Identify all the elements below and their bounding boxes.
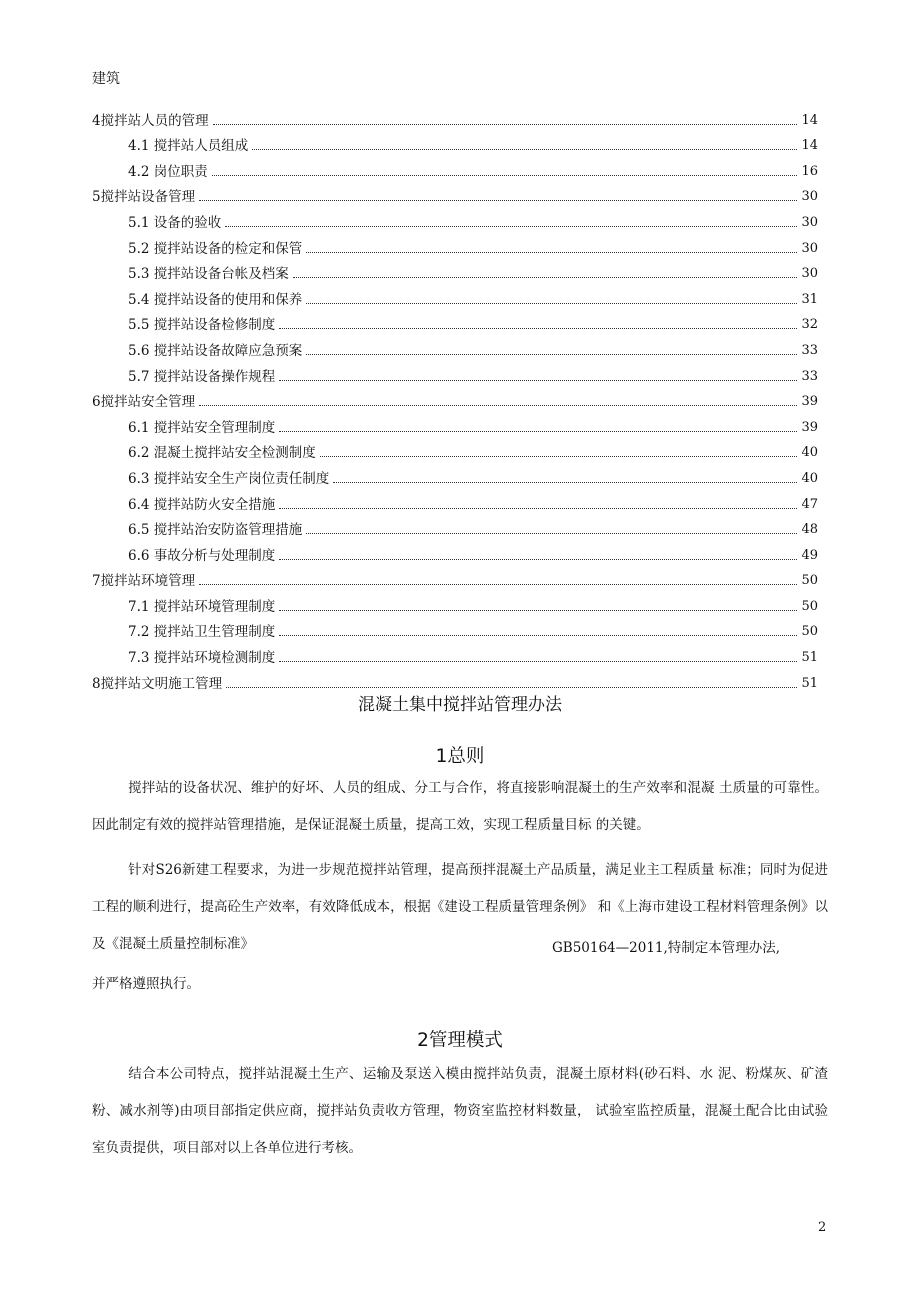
toc-dot-leader [226,687,797,688]
toc-entry-page: 39 [801,394,818,410]
toc-entry[interactable] [92,181,818,207]
toc-dot-leader [199,405,797,406]
toc-dot-leader [306,252,797,253]
toc-entry-page: 39 [801,419,818,435]
toc-entry-page: 49 [801,547,818,563]
toc-entry-label: 5.3 搅拌站设备台帐及档案 [128,266,289,283]
toc-dot-leader [279,635,797,636]
toc-dot-leader [279,508,797,509]
toc-dot-leader [306,354,797,355]
document-title: 混凝土集中搅拌站管理办法 [358,695,562,715]
toc-entry-label: 7搅拌站环境管理 [92,573,196,590]
toc-entry-label: 6.6 事故分析与处理制度 [128,547,276,564]
table-of-contents [92,104,818,693]
section-1-paragraph-1 [92,770,828,844]
toc-entry-label: 5搅拌站设备管理 [92,189,196,206]
page-number: 2 [818,1220,827,1235]
toc-entry-page: 51 [801,675,818,691]
toc-entry[interactable] [92,360,818,386]
toc-entry-page: 14 [801,112,818,128]
toc-entry[interactable] [92,334,818,360]
toc-entry[interactable] [92,232,818,258]
toc-entry-label: 6.4 搅拌站防火安全措施 [128,496,276,513]
toc-entry[interactable] [92,155,818,181]
toc-entry-label: 5.2 搅拌站设备的检定和保管 [128,240,303,257]
toc-entry[interactable] [92,283,818,309]
toc-entry-page: 14 [801,138,818,154]
page-header: 建筑 [92,71,120,87]
toc-entry-label: 5.7 搅拌站设备操作规程 [128,368,276,385]
toc-entry[interactable] [92,488,818,514]
toc-entry-label: 6.2 混凝土搅拌站安全检测制度 [128,445,316,462]
toc-dot-leader [199,200,797,201]
toc-entry[interactable] [92,437,818,463]
toc-entry-label: 7.2 搅拌站卫生管理制度 [128,624,276,641]
toc-entry-label: 5.1 设备的验收 [128,214,222,231]
toc-dot-leader [306,533,797,534]
toc-dot-leader [279,328,797,329]
toc-entry-label: 5.5 搅拌站设备检修制度 [128,317,276,334]
toc-dot-leader [199,584,797,585]
toc-entry[interactable] [92,206,818,232]
toc-dot-leader [279,559,797,560]
toc-dot-leader [279,431,797,432]
toc-entry-label: 8搅拌站文明施工管理 [92,675,223,692]
toc-entry[interactable] [92,411,818,437]
toc-dot-leader [212,175,798,176]
section-2-paragraph-1-text: 结合本公司特点，搅拌站混凝土生产、运输及泵送入模由搅拌站负责，混凝土原材料(砂石料、水 泥、粉煤灰、矿渣粉、减水剂等)由项目部指定供应商，搅拌站负责收方管理，物资室监控材料数量， 试验室监控质量，混凝土配合比由试验室负责提供，项目部对以上各单位进行考核。 [92,1066,828,1156]
toc-entry[interactable] [92,309,818,335]
toc-dot-leader [252,149,797,150]
toc-entry-page: 50 [801,598,818,614]
toc-dot-leader [279,610,797,611]
toc-entry-label: 5.6 搅拌站设备故障应急预案 [128,342,303,359]
toc-dot-leader [279,661,797,662]
toc-entry-label: 7.1 搅拌站环境管理制度 [128,598,276,615]
toc-entry-page: 33 [801,368,818,384]
toc-dot-leader [279,380,797,381]
toc-entry-label: 6.5 搅拌站治安防盗管理措施 [128,522,303,539]
toc-dot-leader [225,226,797,227]
toc-entry[interactable] [92,667,818,693]
toc-dot-leader [333,482,797,483]
toc-entry[interactable] [92,616,818,642]
toc-entry-label: 6搅拌站安全管理 [92,394,196,411]
toc-entry-label: 6.1 搅拌站安全管理制度 [128,419,276,436]
toc-entry-page: 40 [801,445,818,461]
toc-entry[interactable] [92,258,818,284]
toc-entry-page: 16 [801,163,818,179]
toc-entry-page: 31 [801,291,818,307]
toc-entry[interactable] [92,641,818,667]
toc-entry-label: 5.4 搅拌站设备的使用和保养 [128,291,303,308]
toc-entry-page: 32 [801,317,818,333]
section-1-paragraph-2-standard: GB50164—2011,特制定本管理办法, [552,940,781,956]
toc-entry-page: 40 [801,470,818,486]
toc-entry-page: 47 [801,496,818,512]
section-1-title: 1总则 [435,746,485,767]
toc-entry-page: 50 [801,573,818,589]
toc-entry-page: 50 [801,624,818,640]
toc-entry[interactable] [92,130,818,156]
toc-entry-label: 4搅拌站人员的管理 [92,112,209,129]
section-2-title: 2管理模式 [417,1030,503,1051]
section-1-paragraph-2-text: 针对S26新建工程要求，为进一步规范搅拌站管理，提高预拌混凝土产品质量，满足业主工程质量 标准；同时为促进工程的顺利进行，提高砼生产效率，有效降低成本，根据《建设工程质量管理条例》 和《上海市建设工程材料管理条例》以及《混凝土质量控制标准》 [92,862,828,952]
section-1-paragraph-2-end: 并严格遵照执行。 [92,976,200,992]
toc-entry-label: 7.3 搅拌站环境检测制度 [128,650,276,667]
toc-entry[interactable] [92,104,818,130]
toc-entry-page: 30 [801,266,818,282]
toc-entry-label: 6.3 搅拌站安全生产岗位责任制度 [128,470,330,487]
toc-dot-leader [320,456,798,457]
toc-dot-leader [213,124,798,125]
toc-dot-leader [306,303,797,304]
toc-entry[interactable] [92,590,818,616]
toc-entry-label: 4.2 岗位职责 [128,163,208,180]
toc-entry[interactable] [92,565,818,591]
toc-entry-label: 4.1 搅拌站人员组成 [128,138,249,155]
toc-entry-page: 30 [801,214,818,230]
toc-entry-page: 30 [801,189,818,205]
toc-entry[interactable] [92,514,818,540]
toc-dot-leader [293,277,798,278]
toc-entry-page: 51 [801,650,818,666]
section-2-paragraph-1 [92,1056,828,1167]
toc-entry-page: 48 [801,522,818,538]
toc-entry[interactable] [92,539,818,565]
toc-entry[interactable] [92,386,818,412]
toc-entry[interactable] [92,462,818,488]
toc-entry-page: 33 [801,342,818,358]
toc-entry-page: 30 [801,240,818,256]
section-1-paragraph-1-text: 搅拌站的设备状况、维护的好坏、人员的组成、分工与合作，将直接影响混凝土的生产效率和混凝 土质量的可靠性。因此制定有效的搅拌站管理措施，是保证混凝土质量，提高工效，实现工程质量目标 的关键。 [92,780,828,833]
